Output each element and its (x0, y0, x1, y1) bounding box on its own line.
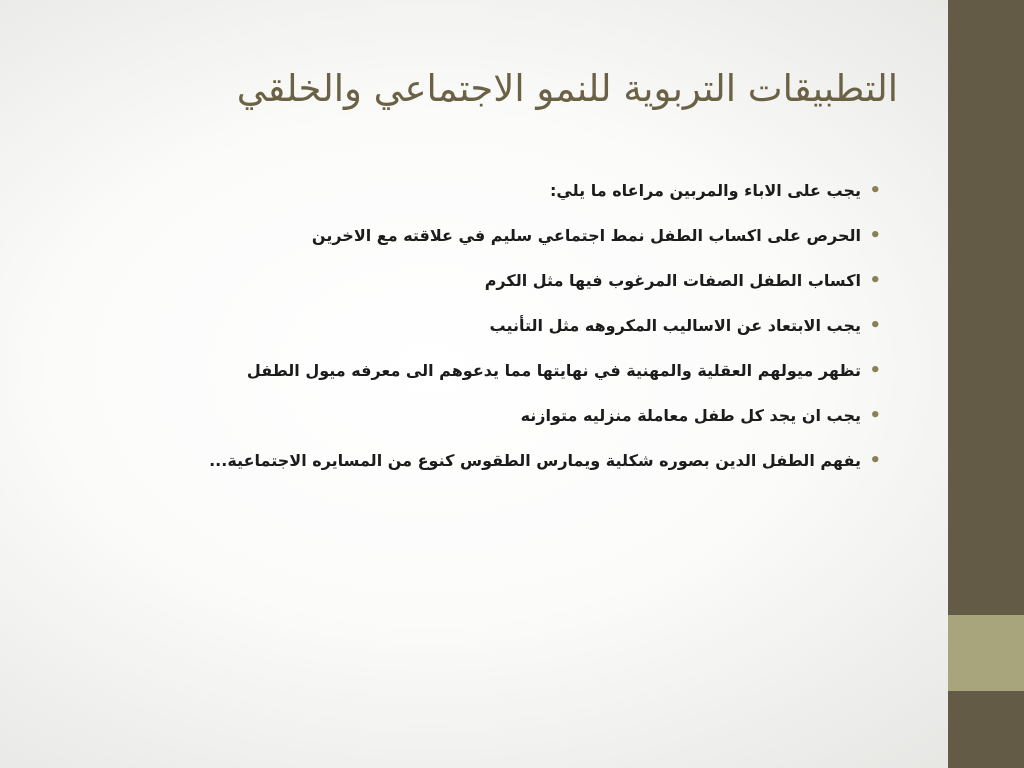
bullet-text: يجب على الاباء والمربين مراعاه ما يلي: (550, 181, 861, 200)
bullet-text: يجب الابتعاد عن الاساليب المكروهه مثل التأنيب (489, 316, 861, 335)
bullet-dot-icon: • (869, 405, 881, 426)
slide-title: التطبيقات التربوية للنمو الاجتماعي والخلقي (236, 67, 898, 110)
bullet-text: اكساب الطفل الصفات المرغوب فيها مثل الكرم (484, 271, 861, 290)
bullet-list (60, 176, 883, 491)
bullet-item (60, 401, 883, 431)
side-accent-block (948, 615, 1024, 691)
bullet-item (60, 311, 883, 341)
bullet-item (60, 266, 883, 296)
bullet-item (60, 356, 883, 386)
bullet-text: تظهر ميولهم العقلية والمهنية في نهايتها مما يدعوهم الى معرفه ميول الطفل (246, 361, 861, 380)
bullet-dot-icon: • (869, 270, 881, 291)
bullet-text: يفهم الطفل الدين بصوره شكلية ويمارس الطقوس كنوع من المسايره الاجتماعية... (209, 451, 861, 470)
bullet-item (60, 176, 883, 206)
bullet-dot-icon: • (869, 225, 881, 246)
bullet-dot-icon: • (869, 360, 881, 381)
bullet-text: يجب ان يجد كل طفل معاملة منزليه متوازنه (520, 406, 861, 425)
bullet-dot-icon: • (869, 450, 881, 471)
bullet-dot-icon: • (869, 315, 881, 336)
bullet-text: الحرص على اكساب الطفل نمط اجتماعي سليم في علاقته مع الاخرين (311, 226, 861, 245)
bullet-item (60, 446, 883, 476)
bullet-dot-icon: • (869, 180, 881, 201)
bullet-item (60, 221, 883, 251)
